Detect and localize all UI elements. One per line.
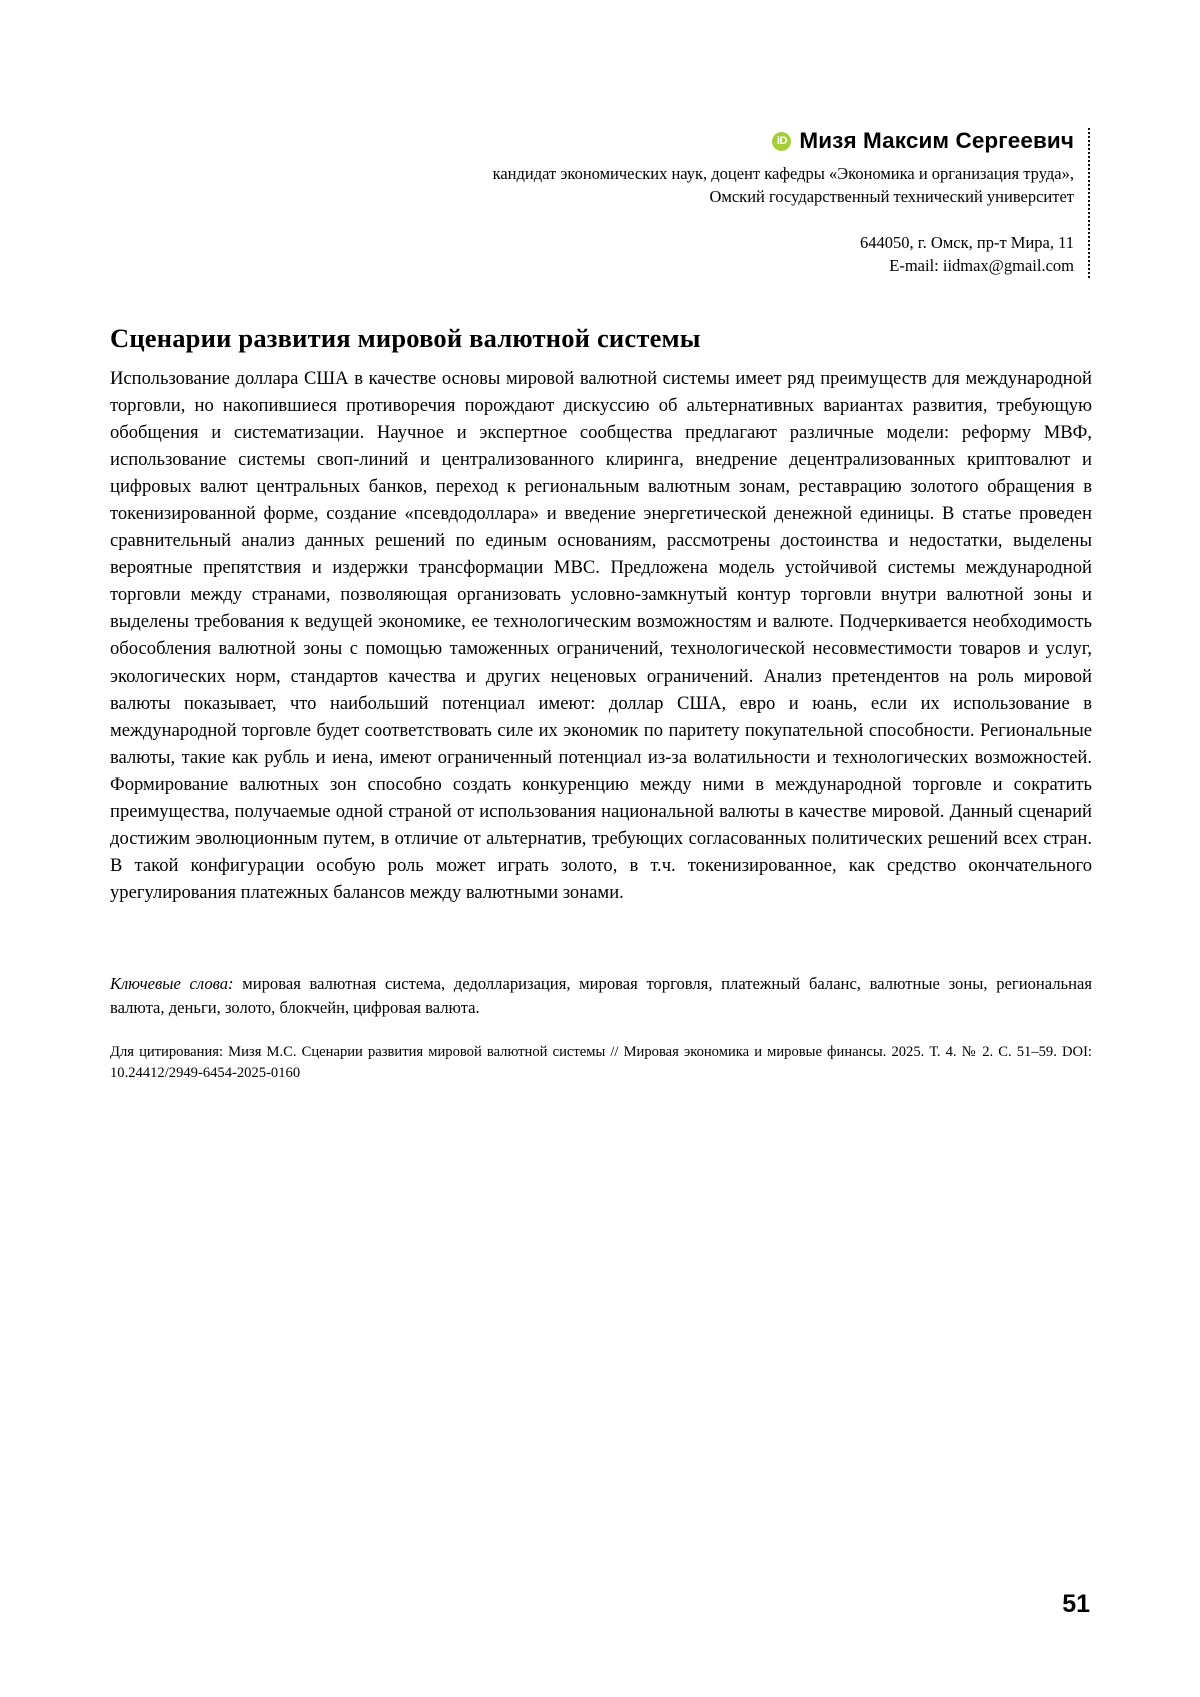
orcid-icon[interactable]: iD — [772, 132, 791, 151]
abstract-text: Использование доллара США в качестве основы мировой валютной системы имеет ряд преимуществ для международной торговли, но накопившиеся противоречия порождают дискуссию об альтернативных вариантах развития, требующую обобщения и систематизации. Научное и экспертное сообщества предлагают различные модели: реформу МВФ, использование системы своп-линий и централизованного клиринга, внедрение децентрализованных криптовалют и цифровых валют центральных банков, переход к региональным валютным зонам, реставрацию золотого обращения в токенизированной форме, создание «псевдодоллара» и введение энергетической денежной единицы. В статье проведен сравнительный анализ данных решений по единым основаниям, рассмотрены достоинства и недостатки, выделены вероятные препятствия и издержки трансформации МВС. Предложена модель устойчивой системы международной торговли между странами, позволяющая организовать условно-замкнутый контур торговли внутри валютной зоны и выделены требования к ведущей экономике, ее технологическим возможностям и валюте. Подчеркивается необходимость обособления валютной зоны с помощью таможенных ограничений, технологической несовместимости товаров и услуг, экологических норм, стандартов качества и других неценовых ограничений. Анализ претендентов на роль мировой валюты показывает, что наибольший потенциал имеют: доллар США, евро и юань, если их использование в международной торговле будет соответствовать силе их экономик по паритету покупательной способности. Региональные валюты, такие как рубль и иена, имеют ограниченный потенциал из-за волатильности и технологических возможностей. Формирование валютных зон способно создать конкуренцию между ними в международной торговле и сократить преимущества, получаемые одной страной от использования национальной валюты в качестве мировой. Данный сценарий достижим эволюционным путем, в отличие от альтернатив, требующих согласованных политических решений всех стран. В такой конфигурации особую роль может играть золото, в т.ч. токенизированное, как средство окончательного урегулирования платежных балансов между валютными зонами. — [110, 368, 1092, 903]
affiliation-line-2: Омский государственный технический университет — [709, 187, 1074, 207]
author-name: Мизя Максим Сергеевич — [799, 128, 1074, 153]
author-affiliation — [370, 162, 1074, 209]
author-address: 644050, г. Омск, пр-т Мира, 11 — [860, 232, 1074, 252]
page-number: 51 — [1062, 1590, 1090, 1618]
author-contact — [370, 231, 1074, 278]
keywords-list: мировая валютная система, дедолларизация, мировая торговля, платежный баланс, валютные зоны, региональная валюта, деньги, золото, блокчейн, цифровая валюта. — [110, 974, 1092, 1018]
author-header — [370, 128, 1090, 278]
keywords-block — [110, 972, 1092, 1020]
page-title: Сценарии развития мировой валютной системы — [110, 322, 701, 353]
citation-text: Для цитирования: Мизя М.С. Сценарии развития мировой валютной системы // Мировая экономика и мировые финансы. 2025. Т. 4. № 2. С. 51–59. DOI: 10.24412/2949-6454-2025-0160 — [110, 1044, 1092, 1082]
affiliation-line-1: кандидат экономических наук, доцент кафедры «Экономика и организация труда», — [492, 164, 1074, 183]
author-name-row — [370, 128, 1074, 154]
keywords-label: Ключевые слова: — [110, 974, 234, 993]
author-email[interactable]: E-mail: iidmax@gmail.com — [889, 256, 1074, 276]
